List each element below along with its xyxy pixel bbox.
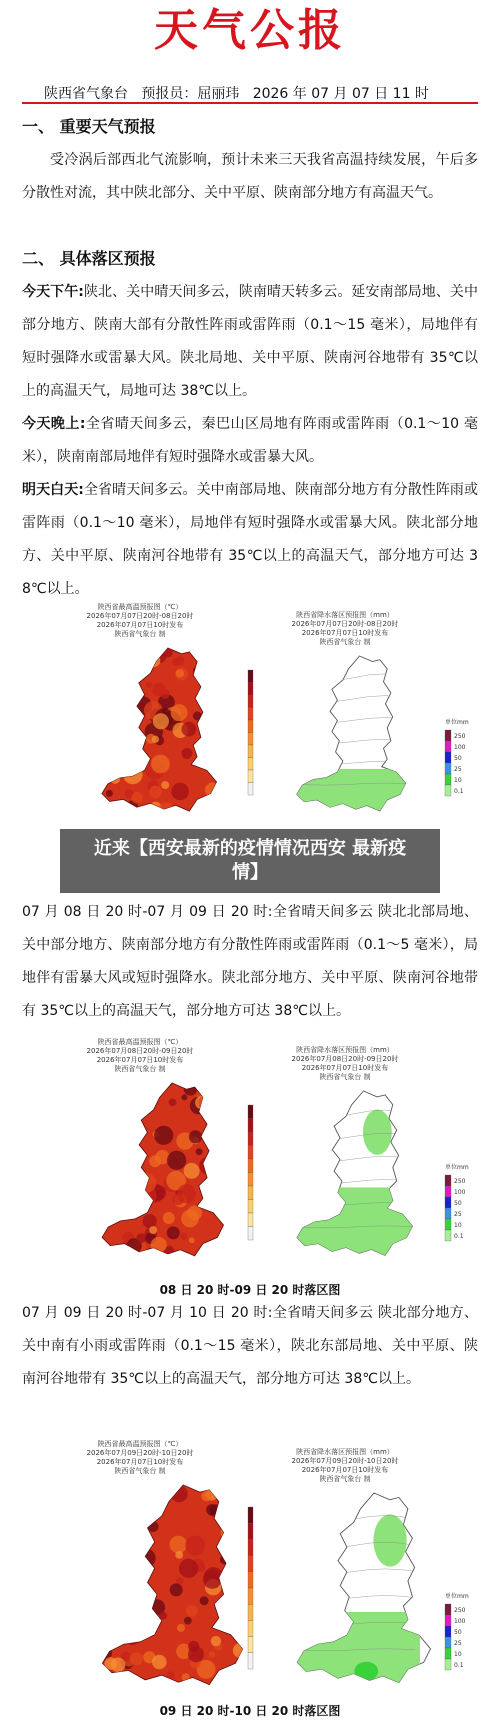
temp-legend: [248, 670, 253, 795]
rain-map-title: [292, 610, 399, 646]
temp-legend-swatch: [248, 1604, 253, 1620]
rain-map: [290, 1493, 431, 1699]
temp-legend-swatch: [248, 1588, 253, 1604]
section1-text: 受冷涡后部西北气流影响，预计未来三天我省高温持续发展，午后多分散性对流，其中陕北部分、关中平原、陕南部分地方有高温天气。: [22, 152, 478, 201]
temp-map: [94, 1481, 252, 1694]
rain-legend-unit: 单位mm: [445, 1164, 469, 1171]
rain-legend-label: 100: [454, 744, 466, 751]
rain-legend: [445, 1163, 469, 1241]
rain-legend-swatch: [445, 1175, 451, 1186]
rain-legend-unit: 单位mm: [445, 719, 469, 726]
header-divider: [22, 102, 478, 104]
temp-legend-swatch: [248, 1173, 253, 1187]
temp-legend-swatch: [248, 1200, 253, 1214]
rain-legend-label: 50: [454, 1200, 462, 1207]
rain-legend: [445, 1592, 469, 1670]
rain-legend-swatch: [445, 1659, 451, 1670]
temp-map-title: [87, 602, 194, 638]
forecast-today-evening: [22, 408, 478, 474]
temp-legend-swatch: [248, 1186, 253, 1200]
rain-legend-label: 250: [454, 1607, 466, 1614]
rain-legend-swatch: [445, 1648, 451, 1659]
temp-legend-swatch: [248, 1105, 253, 1119]
temp-legend-swatch: [248, 720, 253, 733]
promo-overlay-banner[interactable]: 近来【西安最新的疫情情况西安 最新疫情】: [60, 829, 440, 893]
temp-legend-swatch: [248, 1146, 253, 1160]
rain-area: [290, 769, 420, 825]
rain-map-title: [292, 1045, 399, 1081]
rain-legend-label: 10: [454, 777, 462, 784]
temp-legend-swatch: [248, 1620, 253, 1636]
temp-map-title: [87, 1037, 194, 1073]
figure-2-maps: [0, 1035, 500, 1270]
rain-legend-label: 0.1: [454, 1233, 464, 1240]
rain-map-title-line: 2026年07月07日10时发布: [301, 629, 389, 637]
temp-legend-swatch: [248, 1119, 253, 1133]
rain-legend-label: 25: [454, 1211, 462, 1218]
rain-legend-label: 50: [454, 755, 462, 762]
rain-area-north: [373, 1514, 406, 1566]
rain-legend-label: 250: [454, 733, 466, 740]
figure-1: [0, 600, 500, 825]
rain-legend-label: 0.1: [454, 1662, 464, 1669]
temp-legend-swatch: [248, 1132, 253, 1146]
text-today-afternoon: 陕北、关中晴天间多云，陕南晴天转多云。延安南部局地、关中部分地方、陕南大部有分散性阵雨或雷阵雨（0.1～15 毫米），局地伴有短时强降水或雷暴大风。陕北局地、关中平原、陕南河谷地带有 35℃以上的高温天气，局地可达 38℃以上。: [22, 284, 478, 399]
temp-legend-swatch: [248, 695, 253, 708]
figure-1-maps: [0, 600, 500, 825]
temp-map: [94, 1076, 234, 1261]
rain-area-heavy: [354, 1662, 378, 1681]
label-tomorrow-day: 明天白天:: [22, 482, 84, 498]
temp-legend: [248, 1105, 253, 1240]
temp-map-title-line: 2026年07月07日10时发布: [96, 1458, 184, 1466]
rain-map: [290, 656, 420, 825]
rain-legend-label: 250: [454, 1178, 466, 1185]
temp-map-region: [102, 1083, 223, 1256]
temp-legend-swatch: [248, 758, 253, 771]
header-line: 陕西省气象台 预报员：屈丽玮 2026 年 07 月 07 日 11 时: [44, 86, 429, 102]
temp-map-title: [87, 1439, 194, 1475]
temp-legend-swatch: [248, 1637, 253, 1653]
temp-map-title-line: 陕西省气象台 制: [114, 1467, 166, 1475]
rain-map-title: [292, 1447, 399, 1483]
rain-legend-label: 50: [454, 1629, 462, 1636]
rain-legend-label: 25: [454, 766, 462, 773]
rain-legend-label: 25: [454, 1640, 462, 1647]
temp-legend-swatch: [248, 783, 253, 796]
rain-legend-swatch: [445, 1615, 451, 1626]
section2-heading: 二、 具体落区预报: [22, 249, 156, 268]
rain-area: [290, 1612, 420, 1699]
text-today-evening: 全省晴天间多云，秦巴山区局地有阵雨或雷阵雨（0.1～10 毫米），陕南南部局地伴有短时强降水或雷暴大风。: [22, 416, 478, 465]
temp-map: [95, 644, 222, 820]
rain-map-title-line: 2026年07月09日20时-10日20时: [291, 1457, 399, 1465]
rain-map-title-line: 陕西省气象台 制: [319, 638, 371, 646]
temp-map-title-line: 陕西省最高温预报图（℃）: [97, 1440, 183, 1448]
figure-2: [0, 1035, 500, 1270]
temp-legend-swatch: [248, 1539, 253, 1555]
rain-map-title-line: 陕西省气象台 制: [319, 1475, 371, 1483]
temp-legend-swatch: [248, 1227, 253, 1241]
temp-legend-swatch: [248, 1159, 253, 1173]
temp-legend-swatch: [248, 1213, 253, 1227]
forecast-today-afternoon: [22, 276, 478, 408]
temp-map-title-line: 陕西省最高温预报图（℃）: [97, 1038, 183, 1046]
rain-legend-label: 0.1: [454, 788, 464, 795]
rain-legend-label: 100: [454, 1189, 466, 1196]
rain-legend-swatch: [445, 752, 451, 763]
rain-legend-swatch: [445, 1637, 451, 1648]
rain-area: [290, 1187, 420, 1270]
rain-legend-swatch: [445, 1230, 451, 1241]
rain-map-title-line: 2026年07月08日20时-09日20时: [291, 1055, 399, 1063]
temp-legend-swatch: [248, 745, 253, 758]
rain-legend-swatch: [445, 785, 451, 796]
forecast-09-10: 07 月 09 日 20 时-07 月 10 日 20 时:全省晴天间多云 陕北部分地方、关中南有小雨或雷阵雨（0.1～15 毫米），陕北东部局地、关中平原、陕南河谷地带有 35℃以上的高温天气，部分地方可达 38℃以上。: [22, 1305, 478, 1387]
rain-map-title-line: 陕西省降水落区预报图（mm）: [296, 611, 394, 619]
temp-map-title-line: 2026年07月09日20时-10日20时: [86, 1449, 194, 1457]
temp-map-title-line: 2026年07月07日10时发布: [96, 1056, 184, 1064]
rain-area-north: [363, 1110, 392, 1155]
rain-map-title-line: 2026年07月07日10时发布: [301, 1064, 389, 1072]
rain-map-title-line: 陕西省降水落区预报图（mm）: [296, 1448, 394, 1456]
rain-legend-swatch: [445, 741, 451, 752]
forecast-tomorrow-day: [22, 474, 478, 606]
rain-legend-swatch: [445, 730, 451, 741]
temp-legend-swatch: [248, 733, 253, 746]
rain-legend-swatch: [445, 1626, 451, 1637]
rain-legend-swatch: [445, 763, 451, 774]
label-today-evening: 今天晚上:: [22, 416, 86, 432]
temp-map-title-line: 2026年07月08日20时-09日20时: [86, 1047, 194, 1055]
rain-legend-label: 10: [454, 1222, 462, 1229]
temp-map-title-line: 陕西省最高温预报图（℃）: [97, 603, 183, 611]
page-title: 天气公报: [154, 5, 346, 56]
rain-legend-swatch: [445, 774, 451, 785]
section1-heading: 一、 重要天气预报: [22, 117, 156, 136]
temp-legend: [248, 1507, 253, 1669]
temp-legend-swatch: [248, 1523, 253, 1539]
rain-map-title-line: 2026年07月07日10时发布: [301, 1466, 389, 1474]
rain-legend-label: 10: [454, 1651, 462, 1658]
temp-map-title-line: 2026年07月07日20时-08日20时: [86, 612, 194, 620]
rain-legend: [445, 718, 469, 796]
temp-map-title-line: 2026年07月07日10时发布: [96, 621, 184, 629]
rain-legend-label: 100: [454, 1618, 466, 1625]
rain-map: [290, 1091, 420, 1270]
rain-map-title-line: 陕西省降水落区预报图（mm）: [296, 1046, 394, 1054]
figure-3: [0, 1437, 500, 1699]
temp-legend-swatch: [248, 1572, 253, 1588]
temp-legend-swatch: [248, 1556, 253, 1572]
rain-legend-swatch: [445, 1197, 451, 1208]
label-today-afternoon: 今天下午:: [22, 284, 84, 300]
temp-legend-swatch: [248, 1507, 253, 1523]
rain-legend-swatch: [445, 1219, 451, 1230]
rain-map-title-line: 2026年07月07日20时-08日20时: [291, 620, 399, 628]
temp-legend-swatch: [248, 770, 253, 783]
figure-2-caption: 08 日 20 时-09 日 20 时落区图: [159, 1283, 341, 1297]
figure-3-caption: 09 日 20 时-10 日 20 时落区图: [159, 1704, 341, 1718]
rain-legend-unit: 单位mm: [445, 1593, 469, 1600]
temp-legend-swatch: [248, 683, 253, 696]
rain-map-title-line: 陕西省气象台 制: [319, 1073, 371, 1081]
text-tomorrow-day: 全省晴天间多云。关中南部局地、陕南部分地方有分散性阵雨或雷阵雨（0.1～10 毫米），局地伴有短时强降水或雷暴大风。陕北部分地方、关中平原、陕南河谷地带有 35℃以上的高温天气，部分地方可达 38℃以上。: [22, 482, 478, 597]
rain-legend-swatch: [445, 1186, 451, 1197]
temp-map-title-line: 陕西省气象台 制: [114, 1065, 166, 1073]
temp-legend-swatch: [248, 1653, 253, 1669]
rain-legend-swatch: [445, 1604, 451, 1615]
temp-map-title-line: 陕西省气象台 制: [114, 630, 166, 638]
temp-legend-swatch: [248, 708, 253, 721]
temp-legend-swatch: [248, 670, 253, 683]
forecast-08-09: 07 月 08 日 20 时-07 月 09 日 20 时:全省晴天间多云 陕北北部局地、关中部分地方、陕南部分地方有分散性阵雨或雷阵雨（0.1～5 毫米），局地伴有雷暴大风或短时强降水。陕北部分地方、关中平原、陕南河谷地带有 35℃以上的高温天气，部分地方可达 38℃以上。: [22, 904, 478, 1019]
rain-legend-swatch: [445, 1208, 451, 1219]
figure-3-maps: [0, 1437, 500, 1699]
